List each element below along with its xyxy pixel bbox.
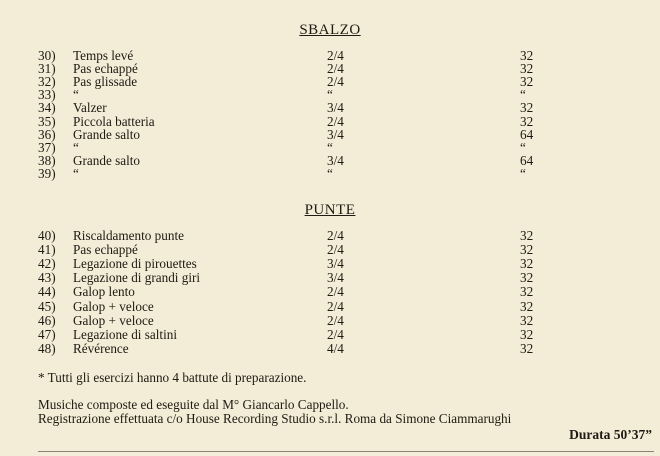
music-credit: Musiche composte ed eseguite dal M° Giancarlo Cappello. — [38, 397, 349, 412]
exercise-number: 45) — [38, 298, 56, 314]
exercise-row — [0, 257, 660, 271]
bar-count: 32 — [520, 256, 534, 272]
time-signature: 2/4 — [327, 61, 344, 77]
exercise-name: Galop + veloce — [73, 298, 154, 314]
exercise-number: 41) — [38, 242, 56, 258]
bar-count: 32 — [520, 284, 534, 300]
section-title-sbalzo: SBALZO — [299, 22, 361, 38]
exercise-number: 44) — [38, 284, 56, 300]
exercise-name: Piccola batteria — [73, 113, 155, 129]
exercise-name: Temps levé — [73, 48, 134, 63]
exercise-row — [0, 328, 660, 342]
time-signature: 2/4 — [327, 113, 344, 129]
time-signature: 2/4 — [327, 48, 344, 63]
time-signature: “ — [327, 139, 333, 155]
bar-count: 32 — [520, 74, 534, 90]
time-signature: “ — [327, 87, 333, 103]
time-signature: “ — [327, 165, 333, 181]
bar-count: 64 — [520, 152, 534, 168]
time-signature: 3/4 — [327, 270, 344, 286]
exercise-number: 30) — [38, 48, 56, 63]
exercise-name: Legazione di pirouettes — [73, 256, 197, 272]
exercise-row — [0, 229, 660, 243]
time-signature: 2/4 — [327, 74, 344, 90]
section-title-punte: PUNTE — [304, 202, 356, 218]
exercise-name: Riscaldamento punte — [73, 228, 184, 243]
time-signature: 4/4 — [327, 340, 344, 356]
exercise-row — [0, 243, 660, 257]
exercise-row — [0, 285, 660, 299]
recording-credit: Registrazione effettuata c/o House Recording Studio s.r.l. Roma da Simone Ciammarughi — [38, 411, 512, 426]
time-signature: 3/4 — [327, 152, 344, 168]
exercise-name: Grande salto — [73, 152, 141, 168]
exercise-number: 33) — [38, 87, 56, 103]
bar-count: 32 — [520, 61, 534, 77]
bar-count: 32 — [520, 228, 534, 243]
bar-count: 32 — [520, 48, 534, 63]
exercise-name: Grande salto — [73, 126, 141, 142]
exercise-number: 46) — [38, 312, 56, 328]
exercise-name: Legazione di grandi giri — [73, 270, 201, 286]
time-signature: 2/4 — [327, 326, 344, 342]
exercise-number: 38) — [38, 152, 56, 168]
bar-count: 64 — [520, 126, 534, 142]
exercise-number: 42) — [38, 256, 56, 272]
exercise-number: 40) — [38, 228, 56, 243]
time-signature: 3/4 — [327, 100, 344, 116]
bar-count: “ — [520, 139, 526, 155]
exercise-name: “ — [73, 165, 79, 181]
exercise-number: 32) — [38, 74, 56, 90]
bar-count: 32 — [520, 270, 534, 286]
exercise-number: 31) — [38, 61, 56, 77]
time-signature: 3/4 — [327, 126, 344, 142]
time-signature: 2/4 — [327, 228, 344, 243]
exercise-name: Galop + veloce — [73, 312, 154, 328]
exercise-number: 48) — [38, 340, 56, 356]
exercise-name: “ — [73, 139, 79, 155]
exercise-name: Legazione di saltini — [73, 326, 177, 342]
bar-count: 32 — [520, 242, 534, 258]
time-signature: 2/4 — [327, 242, 344, 258]
bar-count: 32 — [520, 100, 534, 116]
exercise-name: Pas glissade — [73, 74, 138, 90]
exercise-row — [0, 271, 660, 285]
bar-count: 32 — [520, 340, 534, 356]
bar-count: “ — [520, 87, 526, 103]
bar-count: 32 — [520, 326, 534, 342]
exercise-row — [0, 342, 660, 356]
exercise-row — [0, 300, 660, 314]
exercise-row — [0, 314, 660, 328]
exercise-name: Révérence — [73, 340, 129, 356]
time-signature: 2/4 — [327, 284, 344, 300]
exercise-number: 37) — [38, 139, 56, 155]
exercise-name: Valzer — [73, 100, 107, 116]
exercise-row — [0, 167, 660, 181]
bar-count: “ — [520, 165, 526, 181]
exercise-number: 35) — [38, 113, 56, 129]
preparation-note: * Tutti gli esercizi hanno 4 battute di preparazione. — [38, 370, 307, 385]
exercise-name: Pas echappé — [73, 61, 138, 77]
exercise-number: 36) — [38, 126, 56, 142]
exercise-number: 39) — [38, 165, 56, 181]
exercise-name: “ — [73, 87, 79, 103]
exercise-number: 34) — [38, 100, 56, 116]
exercise-number: 47) — [38, 326, 56, 342]
time-signature: 2/4 — [327, 312, 344, 328]
bar-count: 32 — [520, 312, 534, 328]
time-signature: 2/4 — [327, 298, 344, 314]
exercise-name: Galop lento — [73, 284, 135, 300]
total-duration: Durata 50’37” — [569, 427, 652, 442]
time-signature: 3/4 — [327, 256, 344, 272]
exercise-name: Pas echappé — [73, 242, 138, 258]
exercise-number: 43) — [38, 270, 56, 286]
bar-count: 32 — [520, 298, 534, 314]
footer-divider — [38, 451, 654, 452]
bar-count: 32 — [520, 113, 534, 129]
